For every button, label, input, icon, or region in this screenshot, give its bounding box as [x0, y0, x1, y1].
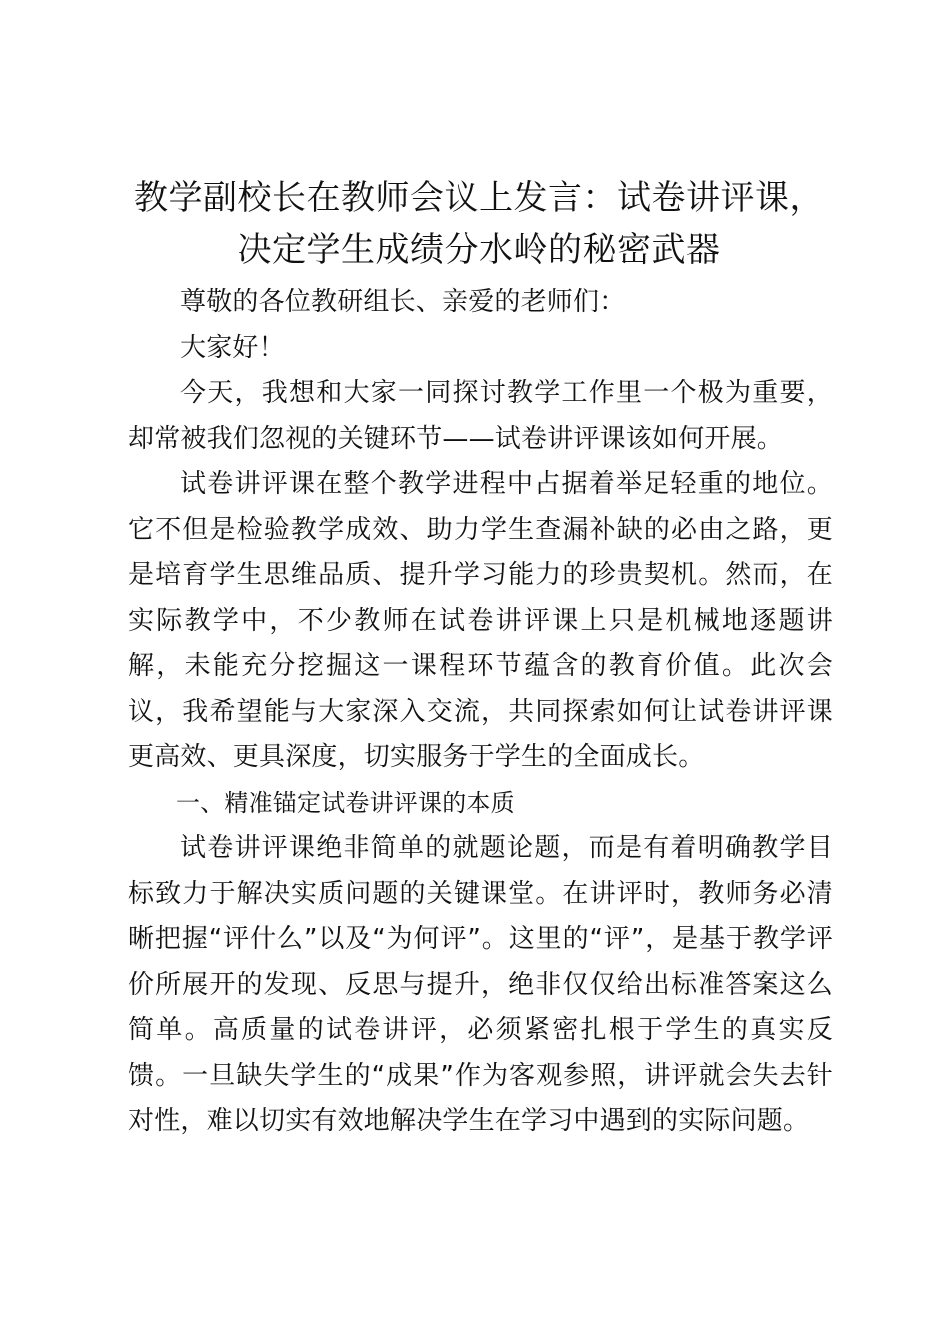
- title-line-2: 决定学生成绩分水岭的秘密武器: [237, 230, 721, 270]
- section-one-paragraph: 试卷讲评课绝非简单的就题论题，而是有着明确教学目标致力于解决实质问题的关键课堂。在讲评时，教师务必清晰把握“评什么”以及“为何评”。这里的“评”，是基于教学评价所展开的发现、反思与提升，绝非仅仅给出标准答案这么简单。高质量的试卷讲评，必须紧密扎根于学生的真实反馈。一旦缺失学生的“成果”作为客观参照，讲评就会失去针对性，难以切实有效地解决学生在学习中遇到的实际问题。: [128, 833, 833, 1136]
- section-one-heading: 一、精准锚定试卷讲评课的本质: [176, 788, 515, 817]
- document-title: [120, 172, 838, 276]
- title-line-1: 教学副校长在教师会议上发言：试卷讲评课，: [134, 178, 824, 218]
- salutation: 尊敬的各位教研组长、亲爱的老师们：: [180, 287, 626, 317]
- document-body: [128, 280, 833, 1145]
- greeting: 大家好！: [180, 332, 285, 363]
- importance-paragraph: 试卷讲评课在整个教学进程中占据着举足轻重的地位。它不但是检验教学成效、助力学生查漏补缺的必由之路，更是培育学生思维品质、提升学习能力的珍贵契机。然而，在实际教学中，不少教师在试卷讲评课上只是机械地逐题讲解，未能充分挖掘这一课程环节蕴含的教育价值。此次会议，我希望能与大家深入交流，共同探索如何让试卷讲评课更高效、更具深度，切实服务于学生的全面成长。: [128, 469, 833, 772]
- intro-paragraph: 今天，我想和大家一同探讨教学工作里一个极为重要，却常被我们忽视的关键环节——试卷讲评课该如何开展。: [128, 378, 833, 454]
